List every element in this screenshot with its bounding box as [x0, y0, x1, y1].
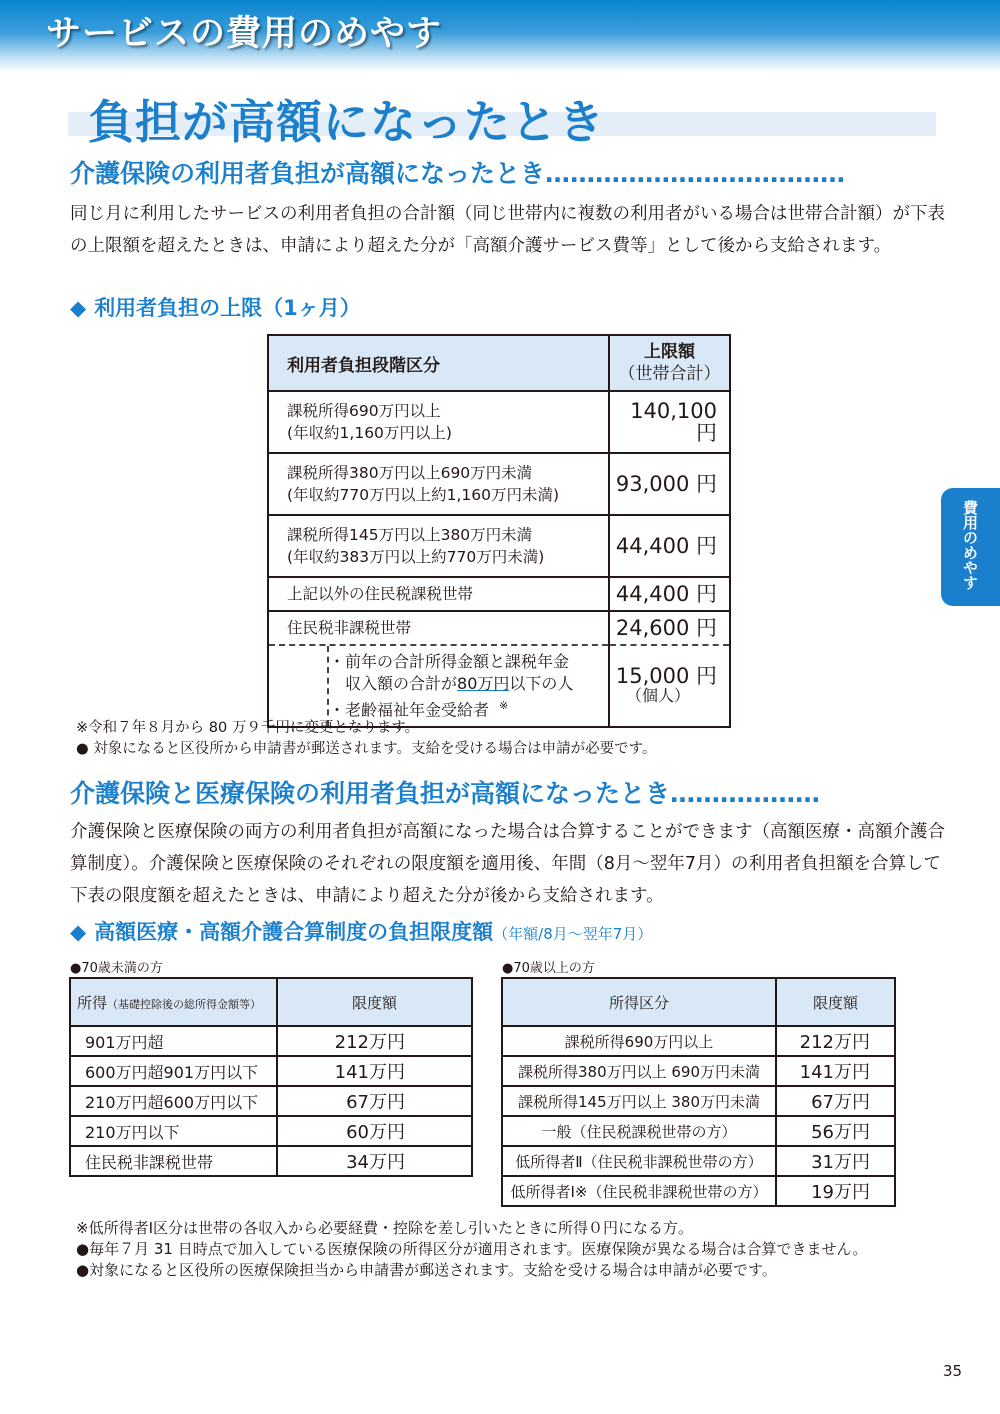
subrow-line: ・前年の合計所得金額と課税年金	[329, 651, 570, 671]
table-subrow	[268, 645, 730, 727]
row-label: 上記以外の住民税課税世帯	[268, 577, 609, 611]
row-label: 一般（住民税課税世帯の方）	[502, 1116, 776, 1146]
subrow-amount	[609, 645, 730, 727]
diamond-icon: ◆	[70, 296, 87, 320]
row-label	[268, 453, 609, 515]
row-line: (年収約383万円以上約770万円未満)	[287, 548, 545, 566]
footnote: ※低所得者Ⅰ区分は世帯の各収入から必要経費・控除を差し引いたときに所得０円になる方。	[76, 1219, 693, 1237]
row-line: (年収約1,160万円以上)	[287, 424, 452, 442]
header-limit: 限度額	[277, 978, 472, 1026]
row-line: 課税所得145万円以上380万円未満	[287, 526, 533, 544]
row-label: 住民税非課税世帯	[268, 611, 609, 645]
row-label	[268, 515, 609, 577]
header-income	[70, 978, 277, 1026]
footnote: ●毎年７月 31 日時点で加入している医療保険の所得区分が適用されます。医療保険が異なる場合は合算できません。	[76, 1240, 868, 1258]
table-row	[70, 1026, 472, 1056]
row-label: 210万円超600万円以下	[70, 1086, 277, 1116]
table-row	[502, 1116, 895, 1146]
row-amount: 67万円	[277, 1086, 472, 1116]
section2-subheading	[70, 916, 652, 946]
row-amount: 212万円	[776, 1026, 895, 1056]
section1-body: 同じ月に利用したサービスの利用者負担の合計額（同じ世帯内に複数の利用者がいる場合は世帯合計額）が下表の上限額を超えたときは、申請により超えた分が「高額介護サービス費等」として後から支給されます。	[70, 204, 945, 256]
header-limit: 限度額	[776, 978, 895, 1026]
row-amount: 141万円	[776, 1056, 895, 1086]
page-title: 負担が高額になったとき	[88, 95, 605, 149]
side-tab[interactable]	[941, 488, 1000, 606]
row-label: 課税所得380万円以上 690万円未満	[502, 1056, 776, 1086]
section2-notes	[76, 1218, 867, 1281]
table-row	[502, 1146, 895, 1176]
row-line: (年収約770万円以上約1,160万円未満)	[287, 486, 560, 504]
underlined-text: 80万円	[457, 673, 510, 693]
text: 収入額の合計が	[345, 673, 458, 693]
table-row	[70, 1086, 472, 1116]
row-amount: 56万円	[776, 1116, 895, 1146]
row-line: 課税所得690万円以上	[287, 402, 441, 420]
row-amount: 34万円	[277, 1146, 472, 1176]
row-label: 600万円超901万円以下	[70, 1056, 277, 1086]
section2-body: 介護保険と医療保険の両方の利用者負担が高額になった場合は合算することができます（高額医療・高額介護合算制度）。介護保険と医療保険のそれぞれの限度額を適用後、年間（8月～翌年7月）の利用者負担額を合算して下表の限度額を超えたときは、申請により超えた分が後から支給されます。	[70, 822, 945, 906]
row-amount: 93,000 円	[609, 453, 730, 515]
row-label: 課税所得690万円以上	[502, 1026, 776, 1056]
table-row	[268, 391, 730, 453]
header-income-category: 所得区分	[502, 978, 776, 1026]
row-amount: 19万円	[776, 1176, 895, 1206]
row-amount: 67万円	[776, 1086, 895, 1116]
text: ・老齢福祉年金受給者	[329, 700, 490, 720]
table-row	[268, 515, 730, 577]
row-label: 低所得者Ⅱ（住民税非課税世帯の方）	[502, 1146, 776, 1176]
row-amount: 44,400 円	[609, 515, 730, 577]
subheading-text: 利用者負担の上限（1ヶ月）	[94, 296, 361, 320]
row-amount: 24,600 円	[609, 611, 730, 645]
subrow-label	[268, 645, 609, 727]
row-label: 低所得者Ⅰ※（住民税非課税世帯の方）	[502, 1176, 776, 1206]
row-label: 課税所得145万円以上 380万円未満	[502, 1086, 776, 1116]
row-amount: 31万円	[776, 1146, 895, 1176]
section1-subheading	[70, 292, 361, 322]
header-title: サービスの費用のめやす	[46, 14, 443, 54]
over70-caption: ●70歳以上の方	[502, 961, 595, 976]
footnote: ※令和７年８月から 80 万９千円に変更となります。	[76, 720, 420, 736]
under70-table	[69, 977, 473, 1177]
header-category: 利用者負担段階区分	[268, 335, 609, 391]
under70-caption: ●70歳未満の方	[70, 961, 163, 976]
section2-heading: 介護保険と医療保険の利用者負担が高額になったとき………………	[70, 779, 821, 808]
text: 以下の人	[509, 673, 574, 693]
row-label	[268, 391, 609, 453]
table-row	[70, 1146, 472, 1176]
table-row	[268, 453, 730, 515]
text: （基礎控除後の総所得金額等）	[107, 997, 262, 1011]
table-row	[268, 577, 730, 611]
table-row	[70, 1056, 472, 1086]
amount: 15,000 円	[615, 664, 717, 688]
row-amount: 140,100 円	[609, 391, 730, 453]
row-amount: 44,400 円	[609, 577, 730, 611]
subheading-note: （年額/8月～翌年7月）	[493, 925, 653, 943]
row-label: 住民税非課税世帯	[70, 1146, 277, 1176]
text: 所得	[77, 993, 108, 1012]
table-row	[502, 1086, 895, 1116]
row-amount: 60万円	[277, 1116, 472, 1146]
table-row	[70, 1116, 472, 1146]
subheading-text: 高額医療・高額介護合算制度の負担限度額	[94, 920, 494, 944]
amount-note: （個人）	[626, 686, 691, 705]
copay-limit-table	[267, 334, 731, 728]
header-limit-note: （世帯合計）	[618, 364, 721, 384]
subrow-line	[329, 673, 608, 695]
side-tab-label: 費用のめやす	[961, 500, 979, 590]
table-row	[502, 1056, 895, 1086]
footnote: ●対象になると区役所の医療保険担当から申請書が郵送されます。支給を受ける場合は申請が必要です。	[76, 1261, 777, 1279]
page-number: 35	[943, 1362, 963, 1380]
row-line: 課税所得380万円以上690万円未満	[287, 464, 533, 482]
row-amount: 141万円	[277, 1056, 472, 1086]
section1-heading: 介護保険の利用者負担が高額になったとき………………………………	[70, 159, 846, 188]
footnote-mark: ※	[499, 698, 509, 712]
row-amount: 212万円	[277, 1026, 472, 1056]
table-row	[268, 611, 730, 645]
header-limit	[609, 335, 730, 391]
row-label: 901万円超	[70, 1026, 277, 1056]
table-row	[502, 1176, 895, 1206]
over70-table	[501, 977, 896, 1207]
row-label: 210万円以下	[70, 1116, 277, 1146]
header-limit-label: 上限額	[644, 342, 695, 362]
footnote: ● 対象になると区役所から申請書が郵送されます。支給を受ける場合は申請が必要です。	[76, 741, 657, 757]
table-row	[502, 1026, 895, 1056]
diamond-icon: ◆	[70, 920, 87, 944]
